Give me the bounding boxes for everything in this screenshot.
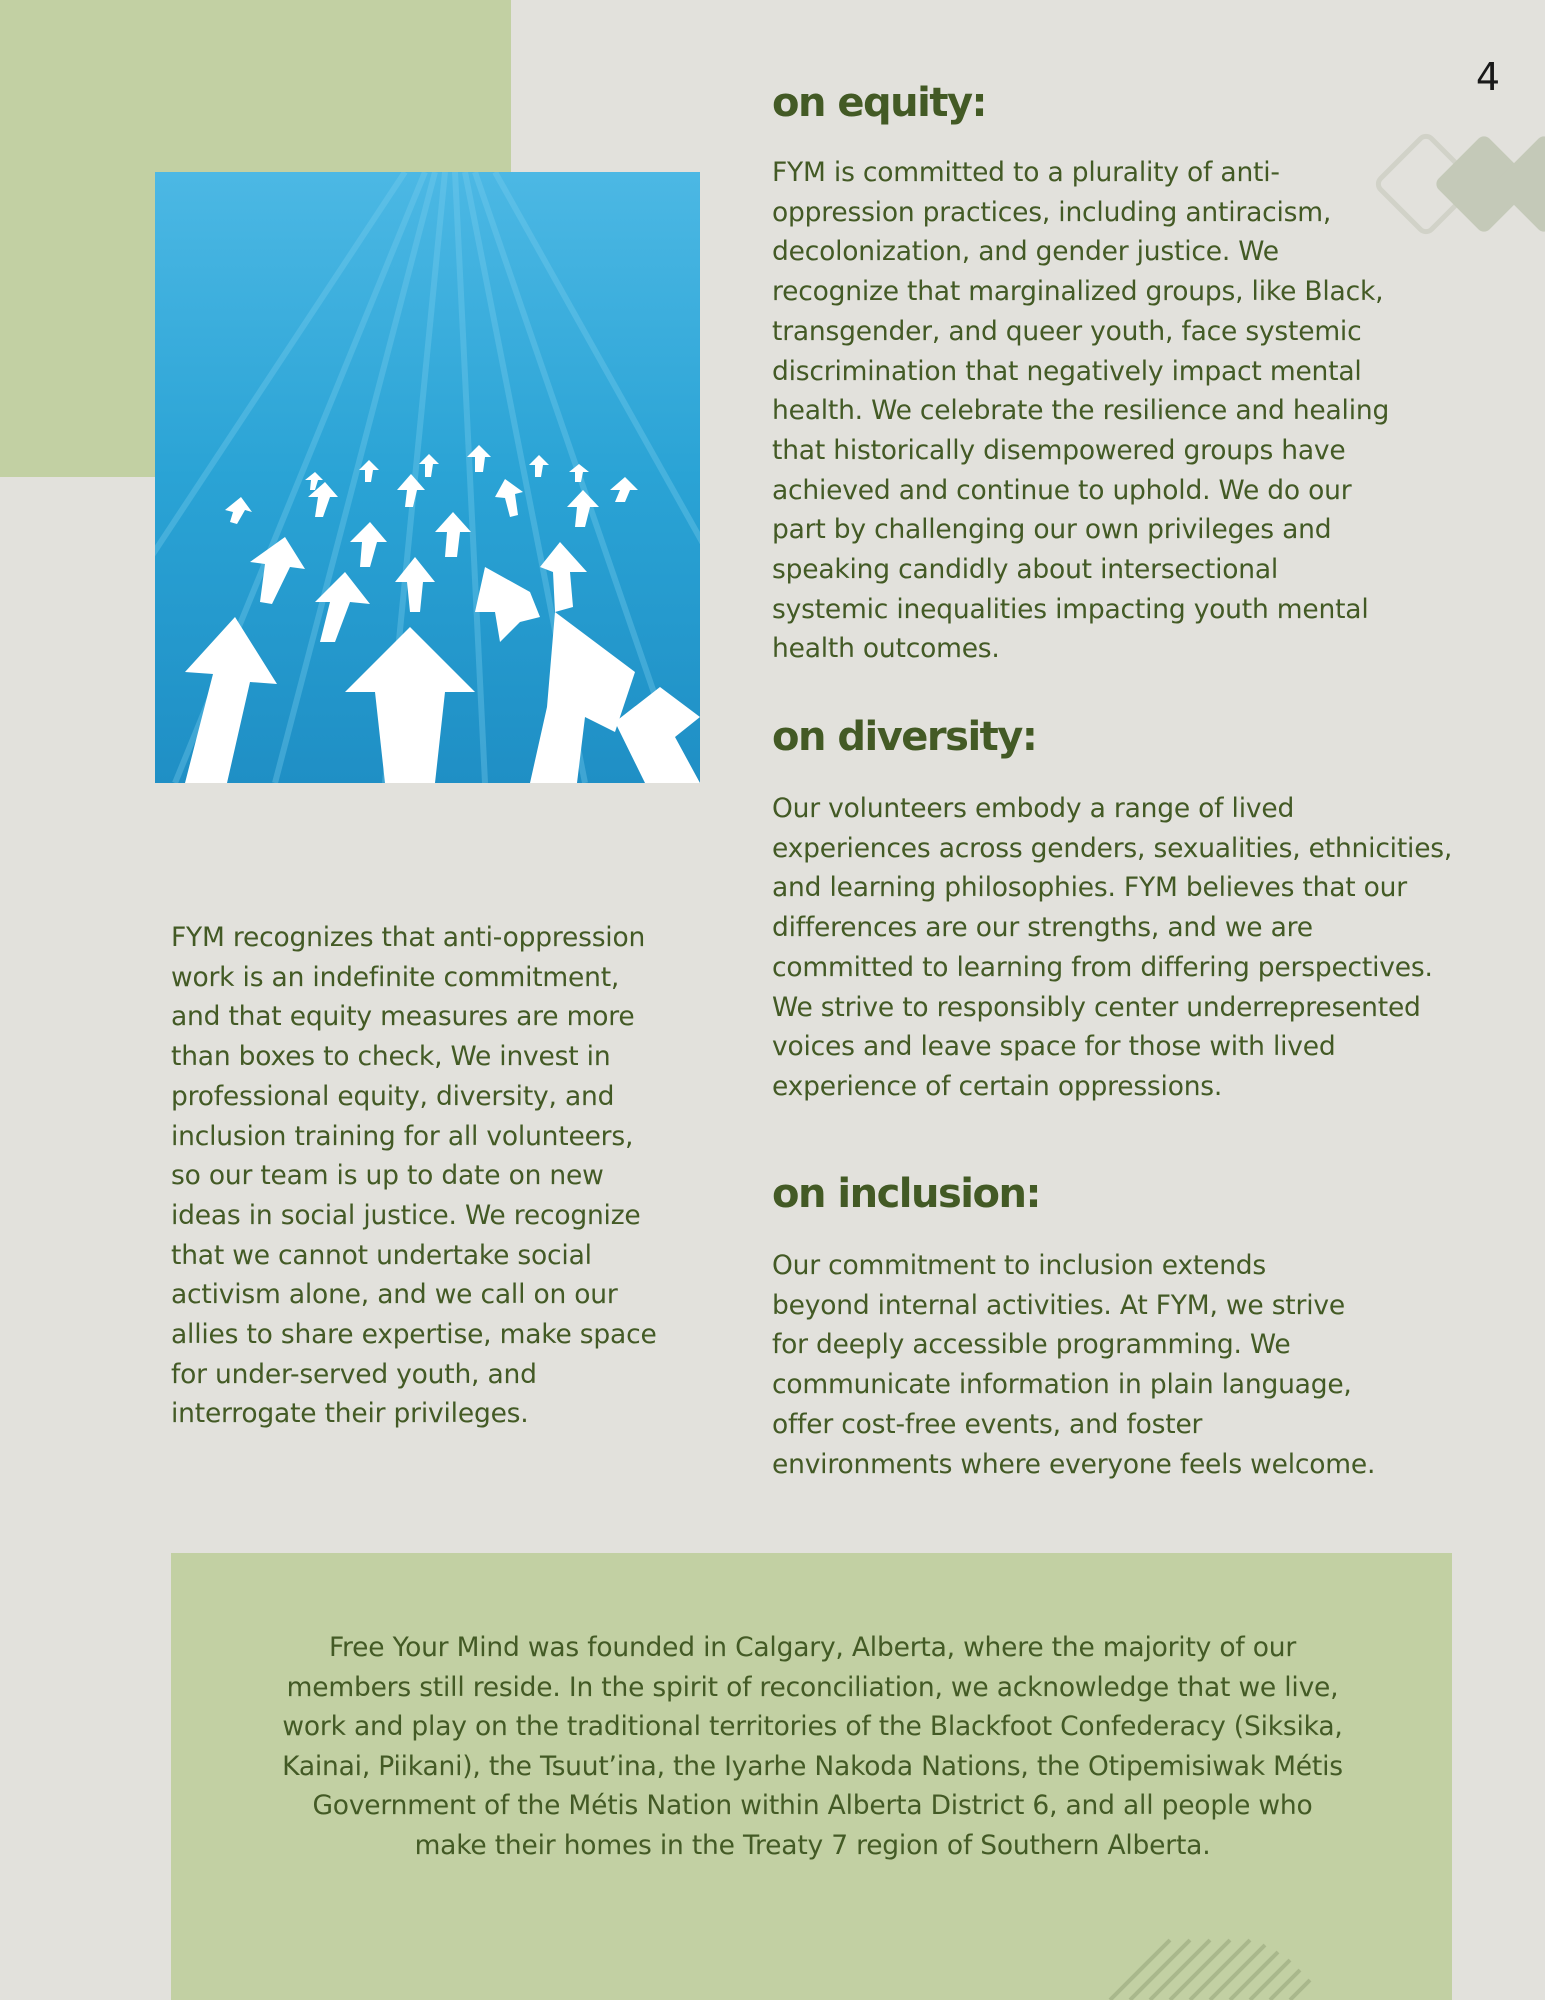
text-line: health. We celebrate the resilience and healing: [772, 395, 1390, 427]
inclusion-heading: on inclusion:: [772, 1171, 1040, 1217]
text-line: experiences across genders, sexualities, ethnicities,: [772, 832, 1453, 864]
text-line: We strive to responsibly center underrepresented: [772, 991, 1421, 1023]
diagonal-hatch-icon: [1100, 1930, 1400, 2000]
text-line: environments where everyone feels welcome.: [772, 1448, 1376, 1480]
text-line: FYM is committed to a plurality of anti-: [772, 157, 1280, 188]
text-line: transgender, and queer youth, face systemic: [772, 315, 1362, 347]
text-line: inclusion training for all volunteers,: [171, 1120, 634, 1152]
text-line: voices and leave space for those with lived: [772, 1031, 1336, 1063]
text-line: Our volunteers embody a range of lived: [772, 793, 1295, 824]
text-line: for under-served youth, and: [171, 1358, 537, 1390]
text-line: and that equity measures are more: [171, 1001, 635, 1033]
text-line: Free Your Mind was founded in Calgary, Alberta, where the majority of our: [328, 1632, 1297, 1663]
text-line: Kainai, Piikani), the Tsuut’ina, the Iyarhe Nakoda Nations, the Otipemisiwak Métis: [282, 1750, 1343, 1782]
text-line: work is an indefinite commitment,: [171, 961, 620, 993]
text-line: oppression practices, including antiracism,: [772, 196, 1332, 228]
diversity-paragraph: [772, 789, 1522, 1107]
land-acknowledgement-text: [200, 1628, 1425, 1865]
text-line: allies to share expertise, make space: [171, 1319, 657, 1351]
inclusion-paragraph: [772, 1246, 1492, 1484]
text-line: professional equity, diversity, and: [171, 1080, 615, 1112]
arrows-photo: [155, 172, 700, 783]
text-line: decolonization, and gender justice. We: [772, 236, 1279, 268]
text-line: work and play on the traditional territories of the Blackfoot Confederacy (Siksika,: [282, 1711, 1343, 1742]
text-line: ideas in social justice. We recognize: [171, 1199, 641, 1231]
text-line: Our commitment to inclusion extends: [772, 1250, 1267, 1281]
text-line: committed to learning from differing perspectives.: [772, 951, 1433, 983]
text-line: make their homes in the Treaty 7 region of Southern Alberta.: [414, 1829, 1211, 1861]
text-line: Government of the Métis Nation within Alberta District 6, and all people who: [312, 1790, 1313, 1821]
text-line: members still reside. In the spirit of reconciliation, we acknowledge that we live,: [286, 1671, 1339, 1703]
text-line: discrimination that negatively impact mental: [772, 355, 1362, 387]
text-line: that historically disempowered groups have: [772, 434, 1346, 466]
text-line: speaking candidly about intersectional: [772, 554, 1279, 586]
text-line: FYM recognizes that anti-oppression: [171, 922, 646, 953]
diversity-heading: on diversity:: [772, 714, 1037, 760]
text-line: communicate information in plain language,: [772, 1369, 1352, 1401]
equity-paragraph: [772, 153, 1492, 669]
text-line: experience of certain oppressions.: [772, 1070, 1223, 1102]
text-line: and learning philosophies. FYM believes that our: [772, 872, 1407, 904]
text-line: interrogate their privileges.: [171, 1398, 529, 1430]
text-line: offer cost-free events, and foster: [772, 1408, 1203, 1440]
text-line: achieved and continue to uphold. We do our: [772, 474, 1352, 506]
text-line: than boxes to check, We invest in: [171, 1041, 611, 1073]
page-number: 4: [1475, 55, 1500, 99]
text-line: that we cannot undertake social: [171, 1239, 592, 1271]
text-line: activism alone, and we call on our: [171, 1279, 618, 1311]
commitment-paragraph: [171, 918, 741, 1434]
text-line: so our team is up to date on new: [171, 1160, 604, 1192]
text-line: recognize that marginalized groups, like Black,: [772, 276, 1384, 308]
text-line: beyond internal activities. At FYM, we strive: [772, 1289, 1345, 1321]
text-line: systemic inequalities impacting youth mental: [772, 593, 1369, 625]
text-line: for deeply accessible programming. We: [772, 1329, 1291, 1361]
equity-heading: on equity:: [772, 80, 987, 126]
text-line: differences are our strengths, and we are: [772, 912, 1313, 944]
text-line: health outcomes.: [772, 633, 1000, 665]
text-line: part by challenging our own privileges and: [772, 514, 1332, 546]
